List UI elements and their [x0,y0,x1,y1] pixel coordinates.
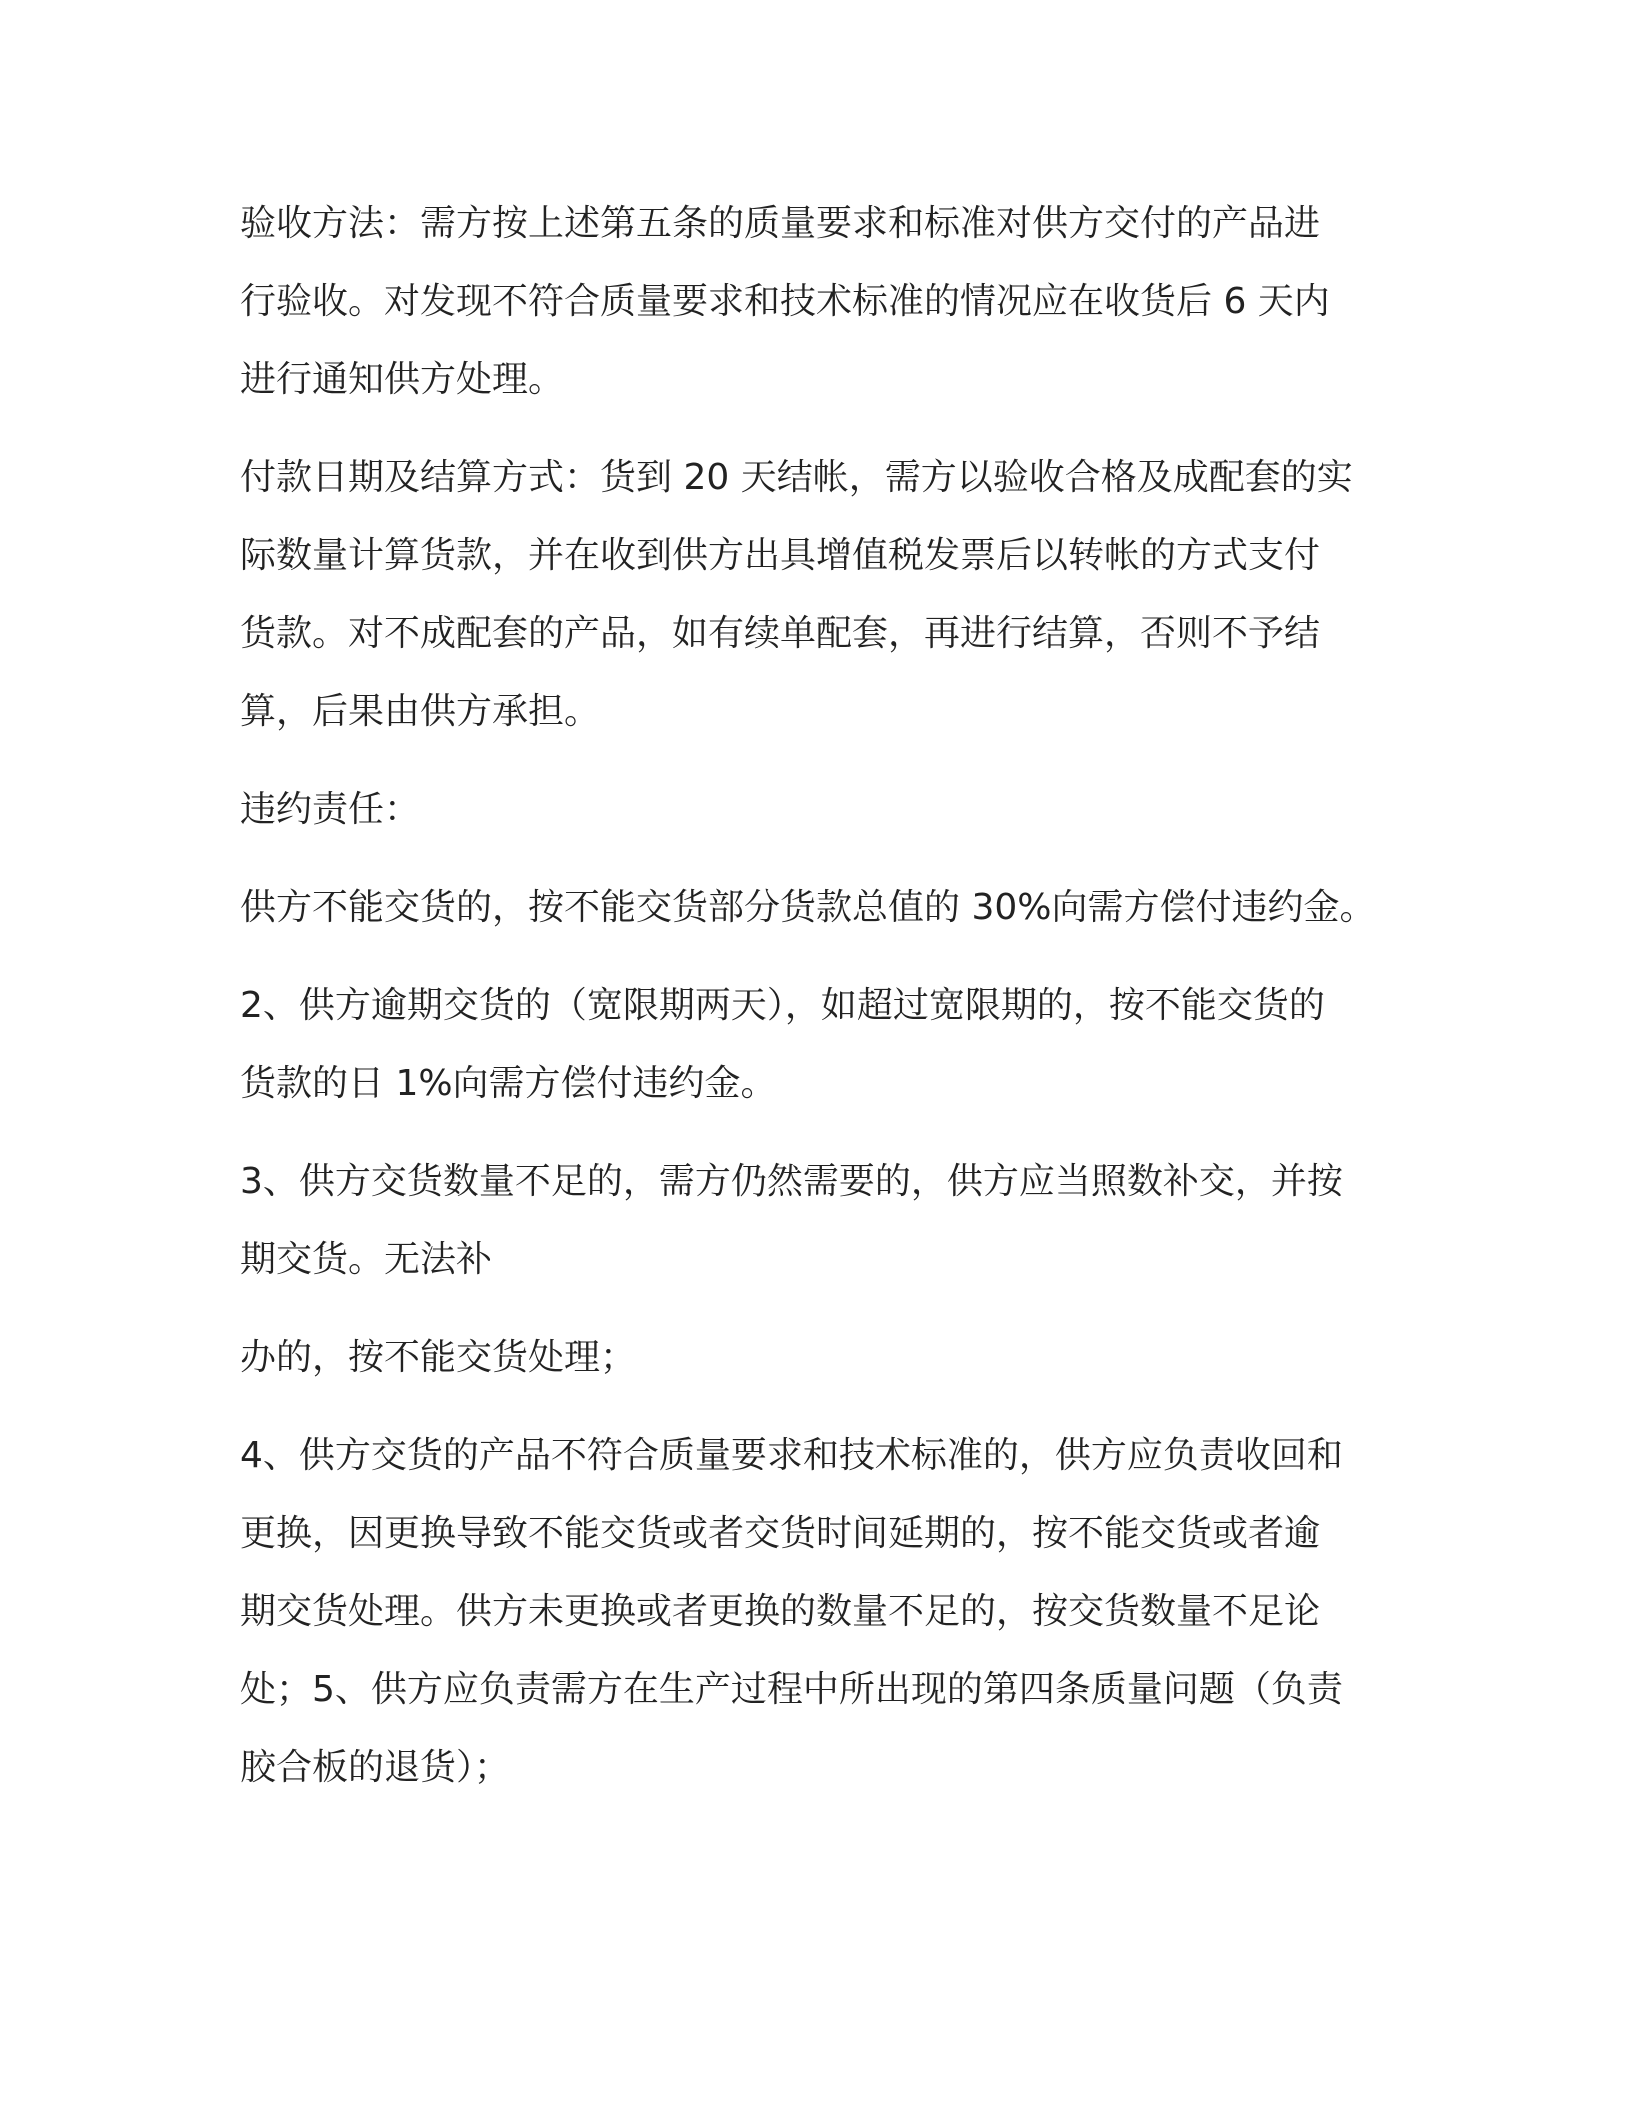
text-line: 货款的日 1%向需方偿付违约金。 [240,1063,777,1104]
text-line: 期交货处理。供方未更换或者更换的数量不足的，按交货数量不足论 [240,1591,1321,1632]
text-line: 期交货。无法补 [240,1239,493,1280]
text-line: 供方不能交货的，按不能交货部分货款总值的 30%向需方偿付违约金。 [240,887,1376,928]
paragraph-clause-2 [240,967,1390,1123]
text-line: 3、供方交货数量不足的，需方仍然需要的，供方应当照数补交，并按 [240,1161,1343,1202]
text-line: 际数量计算货款，并在收到供方出具增值税发票后以转帐的方式支付 [240,535,1321,576]
paragraph-payment-terms [240,439,1390,751]
document-body [240,185,1390,1807]
text-line: 付款日期及结算方式：货到 20 天结帐，需方以验收合格及成配套的实 [240,457,1353,498]
paragraph-clause-4-5 [240,1417,1390,1807]
paragraph-liability-heading [240,771,1390,849]
text-line: 货款。对不成配套的产品，如有续单配套，再进行结算，否则不予结 [240,613,1321,654]
paragraph-clause-3 [240,1143,1390,1299]
text-line: 进行通知供方处理。 [240,359,565,400]
text-line: 处；5、供方应负责需方在生产过程中所出现的第四条质量问题（负责 [240,1669,1343,1710]
text-line: 2、供方逾期交货的（宽限期两天），如超过宽限期的，按不能交货的 [240,985,1325,1026]
text-line: 办的，按不能交货处理； [240,1337,637,1378]
text-line: 更换，因更换导致不能交货或者交货时间延期的，按不能交货或者逾 [240,1513,1321,1554]
paragraph-clause-1 [240,869,1390,947]
text-line: 行验收。对发现不符合质量要求和技术标准的情况应在收货后 6 天内 [240,281,1330,322]
text-line: 验收方法：需方按上述第五条的质量要求和标准对供方交付的产品进 [240,203,1321,244]
text-line: 4、供方交货的产品不符合质量要求和技术标准的，供方应负责收回和 [240,1435,1343,1476]
text-line: 算，后果由供方承担。 [240,691,601,732]
text-line: 违约责任： [240,789,421,830]
paragraph-acceptance-method [240,185,1390,419]
text-line: 胶合板的退货）； [240,1747,511,1788]
paragraph-clause-3-continued [240,1319,1390,1397]
